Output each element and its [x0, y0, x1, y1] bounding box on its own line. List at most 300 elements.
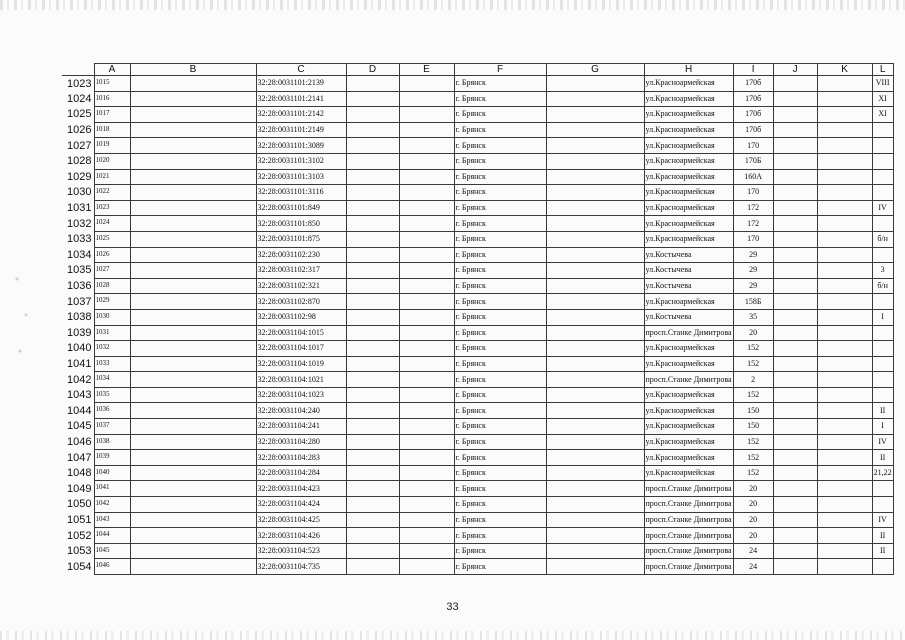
cell-house[interactable]: 152 — [733, 356, 773, 372]
cell-g[interactable] — [546, 309, 644, 325]
cell-k[interactable] — [817, 419, 872, 435]
cell-g[interactable] — [546, 387, 644, 403]
cell-j[interactable] — [773, 278, 817, 294]
cell-d[interactable] — [346, 528, 399, 544]
cell-cadastral-number[interactable]: 32:28:0031104:523 — [256, 543, 346, 559]
cell-e[interactable] — [399, 528, 454, 544]
cell-street[interactable]: ул.Красноармейская — [644, 231, 733, 247]
cell-a[interactable]: 1034 — [94, 372, 130, 388]
cell-d[interactable] — [346, 309, 399, 325]
cell-cadastral-number[interactable]: 32:28:0031104:424 — [256, 497, 346, 513]
cell-l[interactable] — [872, 481, 893, 497]
cell-j[interactable] — [773, 543, 817, 559]
cell-city[interactable]: г. Брянск — [454, 450, 546, 466]
cell-street[interactable]: просп.Станке Димитрова — [644, 543, 733, 559]
cell-j[interactable] — [773, 372, 817, 388]
cell-cadastral-number[interactable]: 32:28:0031102:870 — [256, 294, 346, 310]
cell-city[interactable]: г. Брянск — [454, 543, 546, 559]
cell-j[interactable] — [773, 387, 817, 403]
column-header[interactable]: C — [256, 64, 346, 76]
cell-g[interactable] — [546, 216, 644, 232]
row-number[interactable]: 1051 — [67, 513, 92, 526]
cell-a[interactable]: 1017 — [94, 107, 130, 123]
column-header[interactable]: E — [399, 64, 454, 76]
cell-city[interactable]: г. Брянск — [454, 419, 546, 435]
cell-g[interactable] — [546, 325, 644, 341]
cell-g[interactable] — [546, 497, 644, 513]
cell-house[interactable]: 160А — [733, 169, 773, 185]
cell-house[interactable]: 158Б — [733, 294, 773, 310]
cell-l[interactable]: XI — [872, 107, 893, 123]
cell-k[interactable] — [817, 247, 872, 263]
cell-a[interactable]: 1028 — [94, 278, 130, 294]
cell-d[interactable] — [346, 153, 399, 169]
cell-d[interactable] — [346, 138, 399, 154]
cell-cadastral-number[interactable]: 32:28:0031104:284 — [256, 465, 346, 481]
cell-e[interactable] — [399, 403, 454, 419]
cell-b[interactable] — [130, 216, 256, 232]
cell-cadastral-number[interactable]: 32:28:0031104:280 — [256, 434, 346, 450]
cell-e[interactable] — [399, 91, 454, 107]
cell-k[interactable] — [817, 122, 872, 138]
cell-a[interactable]: 1039 — [94, 450, 130, 466]
cell-b[interactable] — [130, 138, 256, 154]
cell-k[interactable] — [817, 153, 872, 169]
cell-k[interactable] — [817, 309, 872, 325]
cell-city[interactable]: г. Брянск — [454, 325, 546, 341]
cell-l[interactable]: VIII — [872, 76, 893, 92]
cell-j[interactable] — [773, 216, 817, 232]
cell-j[interactable] — [773, 138, 817, 154]
cell-d[interactable] — [346, 465, 399, 481]
cell-house[interactable]: 24 — [733, 543, 773, 559]
cell-house[interactable]: 20 — [733, 497, 773, 513]
cell-l[interactable]: IV — [872, 434, 893, 450]
cell-street[interactable]: ул.Красноармейская — [644, 465, 733, 481]
cell-e[interactable] — [399, 247, 454, 263]
cell-k[interactable] — [817, 403, 872, 419]
cell-cadastral-number[interactable]: 32:28:0031101:3103 — [256, 169, 346, 185]
cell-a[interactable]: 1038 — [94, 434, 130, 450]
cell-a[interactable]: 1040 — [94, 465, 130, 481]
cell-j[interactable] — [773, 465, 817, 481]
cell-e[interactable] — [399, 481, 454, 497]
cell-l[interactable] — [872, 356, 893, 372]
cell-j[interactable] — [773, 512, 817, 528]
cell-b[interactable] — [130, 247, 256, 263]
cell-street[interactable]: ул.Красноармейская — [644, 200, 733, 216]
cell-b[interactable] — [130, 341, 256, 357]
cell-a[interactable]: 1021 — [94, 169, 130, 185]
cell-house[interactable]: 150 — [733, 419, 773, 435]
column-header[interactable]: F — [454, 64, 546, 76]
row-number[interactable]: 1048 — [67, 467, 92, 480]
cell-cadastral-number[interactable]: 32:28:0031101:875 — [256, 231, 346, 247]
cell-city[interactable]: г. Брянск — [454, 153, 546, 169]
cell-house[interactable]: 170б — [733, 122, 773, 138]
cell-cadastral-number[interactable]: 32:28:0031102:230 — [256, 247, 346, 263]
cell-e[interactable] — [399, 122, 454, 138]
cell-d[interactable] — [346, 559, 399, 575]
cell-k[interactable] — [817, 263, 872, 279]
cell-house[interactable]: 170б — [733, 107, 773, 123]
cell-k[interactable] — [817, 512, 872, 528]
cell-a[interactable]: 1031 — [94, 325, 130, 341]
cell-cadastral-number[interactable]: 32:28:0031104:240 — [256, 403, 346, 419]
column-header[interactable]: A — [94, 64, 130, 76]
cell-a[interactable]: 1037 — [94, 419, 130, 435]
cell-e[interactable] — [399, 512, 454, 528]
row-number[interactable]: 1046 — [67, 435, 92, 448]
cell-b[interactable] — [130, 481, 256, 497]
cell-d[interactable] — [346, 481, 399, 497]
cell-g[interactable] — [546, 294, 644, 310]
cell-b[interactable] — [130, 107, 256, 123]
row-number[interactable]: 1035 — [67, 264, 92, 277]
row-number[interactable]: 1050 — [67, 498, 92, 511]
cell-city[interactable]: г. Брянск — [454, 309, 546, 325]
cell-a[interactable]: 1015 — [94, 76, 130, 92]
cell-l[interactable] — [872, 559, 893, 575]
column-header[interactable]: B — [130, 64, 256, 76]
cell-d[interactable] — [346, 216, 399, 232]
cell-e[interactable] — [399, 559, 454, 575]
column-header[interactable]: J — [773, 64, 817, 76]
cell-l[interactable] — [872, 122, 893, 138]
cell-d[interactable] — [346, 263, 399, 279]
cell-j[interactable] — [773, 91, 817, 107]
cell-city[interactable]: г. Брянск — [454, 481, 546, 497]
cell-g[interactable] — [546, 122, 644, 138]
cell-a[interactable]: 1044 — [94, 528, 130, 544]
cell-e[interactable] — [399, 325, 454, 341]
cell-a[interactable]: 1018 — [94, 122, 130, 138]
cell-b[interactable] — [130, 403, 256, 419]
cell-g[interactable] — [546, 231, 644, 247]
cell-cadastral-number[interactable]: 32:28:0031102:98 — [256, 309, 346, 325]
cell-j[interactable] — [773, 419, 817, 435]
cell-house[interactable]: 152 — [733, 387, 773, 403]
cell-a[interactable]: 1043 — [94, 512, 130, 528]
cell-k[interactable] — [817, 465, 872, 481]
cell-k[interactable] — [817, 91, 872, 107]
row-number[interactable]: 1041 — [67, 357, 92, 370]
cell-e[interactable] — [399, 294, 454, 310]
cell-city[interactable]: г. Брянск — [454, 278, 546, 294]
cell-j[interactable] — [773, 294, 817, 310]
cell-g[interactable] — [546, 372, 644, 388]
row-number[interactable]: 1038 — [67, 311, 92, 324]
cell-d[interactable] — [346, 200, 399, 216]
cell-city[interactable]: г. Брянск — [454, 341, 546, 357]
cell-city[interactable]: г. Брянск — [454, 465, 546, 481]
column-header[interactable]: L — [872, 64, 893, 76]
cell-cadastral-number[interactable]: 32:28:0031102:317 — [256, 263, 346, 279]
cell-city[interactable]: г. Брянск — [454, 200, 546, 216]
cell-cadastral-number[interactable]: 32:28:0031104:1023 — [256, 387, 346, 403]
row-number[interactable]: 1040 — [67, 342, 92, 355]
cell-street[interactable]: ул.Красноармейская — [644, 138, 733, 154]
cell-g[interactable] — [546, 465, 644, 481]
cell-k[interactable] — [817, 325, 872, 341]
cell-a[interactable]: 1041 — [94, 481, 130, 497]
cell-street[interactable]: ул.Костычева — [644, 309, 733, 325]
row-number[interactable]: 1049 — [67, 482, 92, 495]
cell-city[interactable]: г. Брянск — [454, 169, 546, 185]
cell-cadastral-number[interactable]: 32:28:0031104:423 — [256, 481, 346, 497]
cell-house[interactable]: 20 — [733, 481, 773, 497]
cell-house[interactable]: 2 — [733, 372, 773, 388]
cell-city[interactable]: г. Брянск — [454, 247, 546, 263]
cell-street[interactable]: ул.Красноармейская — [644, 450, 733, 466]
cell-a[interactable]: 1036 — [94, 403, 130, 419]
column-header[interactable]: I — [733, 64, 773, 76]
row-number[interactable]: 1047 — [67, 451, 92, 464]
cell-b[interactable] — [130, 122, 256, 138]
cell-a[interactable]: 1042 — [94, 497, 130, 513]
cell-e[interactable] — [399, 231, 454, 247]
row-number[interactable]: 1033 — [67, 233, 92, 246]
cell-e[interactable] — [399, 200, 454, 216]
cell-b[interactable] — [130, 91, 256, 107]
cell-city[interactable]: г. Брянск — [454, 91, 546, 107]
cell-a[interactable]: 1026 — [94, 247, 130, 263]
cell-l[interactable]: I — [872, 419, 893, 435]
cell-street[interactable]: ул.Костычева — [644, 263, 733, 279]
cell-a[interactable]: 1016 — [94, 91, 130, 107]
cell-k[interactable] — [817, 107, 872, 123]
cell-j[interactable] — [773, 403, 817, 419]
cell-street[interactable]: ул.Красноармейская — [644, 185, 733, 201]
cell-house[interactable]: 152 — [733, 465, 773, 481]
cell-a[interactable]: 1019 — [94, 138, 130, 154]
cell-k[interactable] — [817, 543, 872, 559]
row-number[interactable]: 1036 — [67, 280, 92, 293]
row-number[interactable]: 1032 — [67, 217, 92, 230]
cell-b[interactable] — [130, 512, 256, 528]
cell-e[interactable] — [399, 356, 454, 372]
cell-street[interactable]: ул.Красноармейская — [644, 153, 733, 169]
cell-j[interactable] — [773, 497, 817, 513]
cell-b[interactable] — [130, 543, 256, 559]
cell-city[interactable]: г. Брянск — [454, 497, 546, 513]
cell-house[interactable]: 172 — [733, 200, 773, 216]
row-number[interactable]: 1026 — [67, 124, 92, 137]
cell-j[interactable] — [773, 356, 817, 372]
cell-l[interactable] — [872, 216, 893, 232]
cell-street[interactable]: ул.Красноармейская — [644, 387, 733, 403]
cell-l[interactable] — [872, 185, 893, 201]
cell-street[interactable]: просп.Станке Димитрова — [644, 372, 733, 388]
cell-e[interactable] — [399, 169, 454, 185]
cell-l[interactable]: 21,22 — [872, 465, 893, 481]
cell-b[interactable] — [130, 419, 256, 435]
cell-k[interactable] — [817, 528, 872, 544]
cell-house[interactable]: 170 — [733, 138, 773, 154]
cell-l[interactable] — [872, 387, 893, 403]
row-number[interactable]: 1027 — [67, 139, 92, 152]
cell-d[interactable] — [346, 512, 399, 528]
cell-d[interactable] — [346, 450, 399, 466]
cell-b[interactable] — [130, 200, 256, 216]
cell-b[interactable] — [130, 185, 256, 201]
cell-e[interactable] — [399, 387, 454, 403]
cell-g[interactable] — [546, 481, 644, 497]
cell-e[interactable] — [399, 107, 454, 123]
cell-j[interactable] — [773, 309, 817, 325]
cell-street[interactable]: ул.Костычева — [644, 247, 733, 263]
cell-l[interactable]: IV — [872, 200, 893, 216]
cell-l[interactable] — [872, 169, 893, 185]
cell-b[interactable] — [130, 169, 256, 185]
cell-k[interactable] — [817, 138, 872, 154]
cell-house[interactable]: 29 — [733, 278, 773, 294]
cell-b[interactable] — [130, 231, 256, 247]
cell-street[interactable]: ул.Красноармейская — [644, 216, 733, 232]
cell-j[interactable] — [773, 185, 817, 201]
cell-street[interactable]: ул.Красноармейская — [644, 76, 733, 92]
cell-house[interactable]: 20 — [733, 512, 773, 528]
cell-b[interactable] — [130, 450, 256, 466]
cell-street[interactable]: просп.Станке Димитрова — [644, 559, 733, 575]
cell-g[interactable] — [546, 138, 644, 154]
cell-city[interactable]: г. Брянск — [454, 185, 546, 201]
row-number[interactable]: 1044 — [67, 404, 92, 417]
cell-e[interactable] — [399, 497, 454, 513]
column-header[interactable]: K — [817, 64, 872, 76]
cell-g[interactable] — [546, 153, 644, 169]
cell-j[interactable] — [773, 122, 817, 138]
cell-b[interactable] — [130, 387, 256, 403]
cell-l[interactable]: II — [872, 403, 893, 419]
cell-cadastral-number[interactable]: 32:28:0031101:2142 — [256, 107, 346, 123]
cell-street[interactable]: ул.Костычева — [644, 278, 733, 294]
cell-house[interactable]: 35 — [733, 309, 773, 325]
cell-g[interactable] — [546, 169, 644, 185]
cell-d[interactable] — [346, 76, 399, 92]
cell-house[interactable]: 170б — [733, 91, 773, 107]
cell-a[interactable]: 1024 — [94, 216, 130, 232]
cell-j[interactable] — [773, 450, 817, 466]
cell-g[interactable] — [546, 185, 644, 201]
cell-k[interactable] — [817, 341, 872, 357]
cell-l[interactable]: XI — [872, 91, 893, 107]
cell-street[interactable]: просп.Станке Димитрова — [644, 325, 733, 341]
cell-house[interactable]: 152 — [733, 434, 773, 450]
cell-cadastral-number[interactable]: 32:28:0031101:850 — [256, 216, 346, 232]
cell-d[interactable] — [346, 185, 399, 201]
cell-g[interactable] — [546, 91, 644, 107]
cell-house[interactable]: 29 — [733, 263, 773, 279]
cell-k[interactable] — [817, 278, 872, 294]
cell-j[interactable] — [773, 76, 817, 92]
cell-l[interactable] — [872, 325, 893, 341]
cell-l[interactable] — [872, 497, 893, 513]
cell-cadastral-number[interactable]: 32:28:0031104:283 — [256, 450, 346, 466]
cell-j[interactable] — [773, 200, 817, 216]
cell-street[interactable]: просп.Станке Димитрова — [644, 481, 733, 497]
cell-e[interactable] — [399, 419, 454, 435]
cell-k[interactable] — [817, 559, 872, 575]
cell-k[interactable] — [817, 434, 872, 450]
row-number[interactable]: 1054 — [67, 560, 92, 573]
cell-k[interactable] — [817, 387, 872, 403]
cell-j[interactable] — [773, 559, 817, 575]
cell-d[interactable] — [346, 247, 399, 263]
cell-b[interactable] — [130, 434, 256, 450]
cell-d[interactable] — [346, 231, 399, 247]
cell-k[interactable] — [817, 169, 872, 185]
cell-street[interactable]: ул.Красноармейская — [644, 294, 733, 310]
cell-b[interactable] — [130, 465, 256, 481]
row-number[interactable]: 1052 — [67, 529, 92, 542]
cell-house[interactable]: 152 — [733, 450, 773, 466]
cell-e[interactable] — [399, 465, 454, 481]
cell-j[interactable] — [773, 153, 817, 169]
cell-l[interactable]: II — [872, 450, 893, 466]
cell-street[interactable]: ул.Красноармейская — [644, 419, 733, 435]
cell-k[interactable] — [817, 481, 872, 497]
cell-d[interactable] — [346, 169, 399, 185]
cell-city[interactable]: г. Брянск — [454, 434, 546, 450]
cell-e[interactable] — [399, 372, 454, 388]
cell-l[interactable] — [872, 138, 893, 154]
cell-g[interactable] — [546, 107, 644, 123]
row-number[interactable]: 1043 — [67, 389, 92, 402]
cell-g[interactable] — [546, 434, 644, 450]
cell-city[interactable]: г. Брянск — [454, 216, 546, 232]
cell-city[interactable]: г. Брянск — [454, 403, 546, 419]
cell-city[interactable]: г. Брянск — [454, 559, 546, 575]
cell-e[interactable] — [399, 216, 454, 232]
cell-house[interactable]: 24 — [733, 559, 773, 575]
cell-d[interactable] — [346, 497, 399, 513]
cell-g[interactable] — [546, 200, 644, 216]
cell-e[interactable] — [399, 138, 454, 154]
cell-b[interactable] — [130, 528, 256, 544]
cell-house[interactable]: 170Б — [733, 153, 773, 169]
cell-g[interactable] — [546, 450, 644, 466]
row-number[interactable]: 1042 — [67, 373, 92, 386]
cell-l[interactable]: IV — [872, 512, 893, 528]
cell-l[interactable]: б/н — [872, 278, 893, 294]
cell-d[interactable] — [346, 434, 399, 450]
cell-k[interactable] — [817, 294, 872, 310]
cell-g[interactable] — [546, 278, 644, 294]
cell-d[interactable] — [346, 403, 399, 419]
cell-b[interactable] — [130, 559, 256, 575]
cell-d[interactable] — [346, 419, 399, 435]
cell-a[interactable]: 1033 — [94, 356, 130, 372]
cell-house[interactable]: 172 — [733, 216, 773, 232]
column-header[interactable]: G — [546, 64, 644, 76]
cell-street[interactable]: просп.Станке Димитрова — [644, 497, 733, 513]
cell-g[interactable] — [546, 403, 644, 419]
cell-g[interactable] — [546, 512, 644, 528]
cell-j[interactable] — [773, 481, 817, 497]
row-number[interactable]: 1037 — [67, 295, 92, 308]
cell-cadastral-number[interactable]: 32:28:0031101:2149 — [256, 122, 346, 138]
cell-b[interactable] — [130, 263, 256, 279]
cell-d[interactable] — [346, 294, 399, 310]
cell-l[interactable] — [872, 247, 893, 263]
cell-a[interactable]: 1025 — [94, 231, 130, 247]
cell-b[interactable] — [130, 497, 256, 513]
cell-a[interactable]: 1022 — [94, 185, 130, 201]
cell-b[interactable] — [130, 153, 256, 169]
row-number[interactable]: 1028 — [67, 155, 92, 168]
cell-e[interactable] — [399, 434, 454, 450]
